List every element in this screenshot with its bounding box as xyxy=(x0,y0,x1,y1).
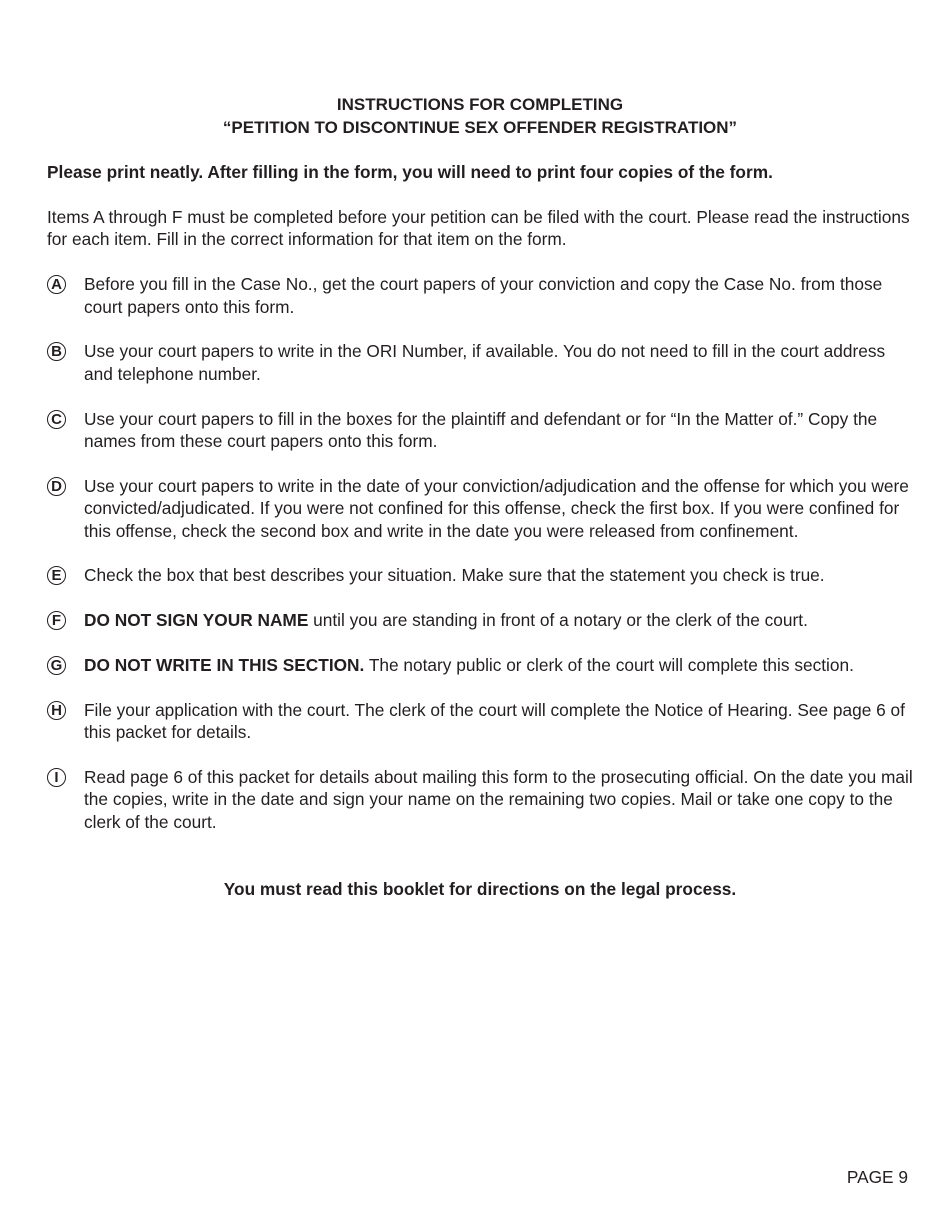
instructions-page xyxy=(47,94,913,901)
letter-badge-d: D xyxy=(47,477,66,496)
instruction-item-c xyxy=(47,408,913,453)
instruction-text-b: Use your court papers to write in the ORI Number, if available. You do not need to fill in the court address and telephone number. xyxy=(84,341,886,384)
print-note: Please print neatly. After filling in the form, you will need to print four copies of the form. xyxy=(47,162,773,182)
instruction-text-f: until you are standing in front of a notary or the clerk of the court. xyxy=(308,610,808,631)
instruction-item-d xyxy=(47,475,913,542)
instruction-item-b xyxy=(47,340,913,385)
instruction-item-a xyxy=(47,273,913,318)
letter-badge-i: I xyxy=(47,768,66,787)
title-line-2: “PETITION TO DISCONTINUE SEX OFFENDER REGISTRATION” xyxy=(222,117,738,137)
instruction-bold-g: DO NOT WRITE IN THIS SECTION. xyxy=(84,655,365,676)
letter-badge-b: B xyxy=(47,342,66,361)
instruction-bold-f: DO NOT SIGN YOUR NAME xyxy=(84,610,309,631)
page-number: PAGE 9 xyxy=(846,1167,908,1187)
instruction-text-h: File your application with the court. The clerk of the court will complete the Notice of Hearing. See page 6 of this packet for details. xyxy=(84,699,905,743)
closing-note: You must read this booklet for directions on the legal process. xyxy=(223,879,737,900)
instruction-text-e: Check the box that best describes your situation. Make sure that the statement you check is true. xyxy=(84,565,825,586)
letter-badge-g: G xyxy=(47,656,66,675)
instruction-text-d: Use your court papers to write in the date of your conviction/adjudication and the offense for which you were convicted/adjudicated. If you were not confined for this offense, check the first box. If you were confined for this offense, check the second box and write in the date you were released from confinement. xyxy=(84,475,909,541)
letter-badge-a: A xyxy=(47,275,66,294)
instruction-item-h xyxy=(47,699,913,744)
intro-paragraph: Items A through F must be completed before your petition can be filed with the court. Please read the instructions for each item. Fill in the correct information for that item on the form. xyxy=(47,206,910,250)
instruction-item-g xyxy=(47,654,913,676)
letter-badge-f: F xyxy=(47,611,66,630)
instruction-text-a: Before you fill in the Case No., get the court papers of your conviction and copy the Case No. from those court papers onto this form. xyxy=(84,274,883,317)
letter-badge-h: H xyxy=(47,701,66,720)
instruction-text-g: The notary public or clerk of the court will complete this section. xyxy=(364,655,854,676)
instruction-item-e xyxy=(47,564,913,586)
instruction-text-c: Use your court papers to fill in the boxes for the plaintiff and defendant or for “In the Matter of.” Copy the names from these court papers onto this form. xyxy=(84,408,878,452)
letter-badge-e: E xyxy=(47,566,66,585)
letter-badge-c: C xyxy=(47,410,66,429)
instruction-item-i xyxy=(47,766,913,833)
title-line-1: INSTRUCTIONS FOR COMPLETING xyxy=(336,95,624,114)
page-title xyxy=(47,94,913,139)
instruction-list xyxy=(47,273,913,833)
instruction-text-i: Read page 6 of this packet for details about mailing this form to the prosecuting official. On the date you mail the copies, write in the date and sign your name on the remaining two copies. Mail or take one copy to the clerk of the court. xyxy=(84,767,913,832)
instruction-item-f xyxy=(47,609,913,631)
